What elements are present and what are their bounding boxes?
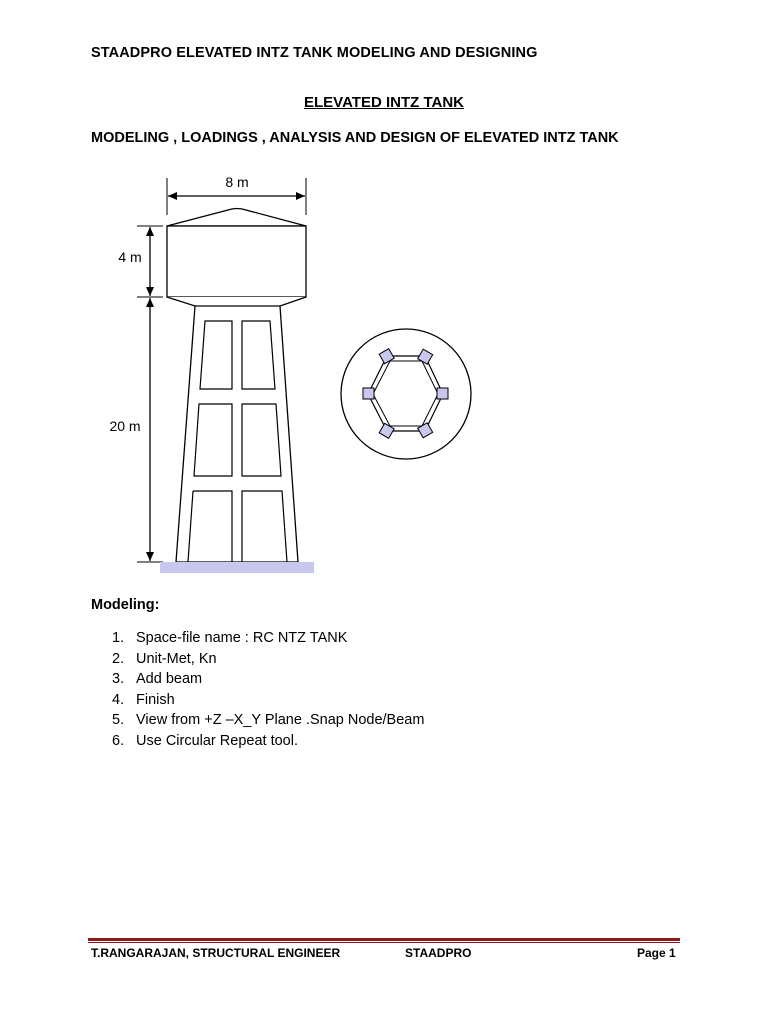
panel-right-top bbox=[242, 321, 275, 389]
modeling-steps bbox=[112, 628, 424, 751]
document-subtitle: MODELING , LOADINGS , ANALYSIS AND DESIGN OF ELEVATED INTZ TANK bbox=[91, 130, 619, 146]
footer-author: T.RANGARAJAN, STRUCTURAL ENGINEER bbox=[91, 946, 341, 960]
plan-column bbox=[363, 388, 374, 399]
page-header: STAADPRO ELEVATED INTZ TANK MODELING AND DESIGNING bbox=[91, 45, 538, 61]
panel-left-top bbox=[200, 321, 232, 389]
footer-rule-thin bbox=[88, 942, 680, 943]
panel-left-bottom-side bbox=[188, 491, 193, 562]
list-item: 5. View from +Z –X_Y Plane .Snap Node/Beam bbox=[112, 712, 425, 728]
footer-rule bbox=[88, 938, 680, 941]
list-item: 1. Space-file name : RC NTZ TANK bbox=[112, 630, 348, 646]
tank-roof bbox=[167, 209, 306, 227]
footer-software: STAADPRO bbox=[405, 946, 472, 960]
list-item: 3. Add beam bbox=[112, 671, 203, 687]
staging-height-label: 20 m bbox=[109, 418, 141, 434]
panel-left-mid bbox=[194, 404, 232, 476]
plan-column bbox=[437, 388, 448, 399]
panel-right-mid bbox=[242, 404, 281, 476]
tank-cylinder bbox=[167, 226, 306, 297]
panel-right-bottom bbox=[242, 491, 287, 562]
panel-left-bottom bbox=[193, 491, 232, 562]
staging-outer bbox=[176, 306, 298, 562]
plan-outer-circle bbox=[341, 329, 471, 459]
tank-bottom-dome bbox=[167, 297, 306, 306]
document-title: ELEVATED INTZ TANK bbox=[304, 94, 464, 111]
list-item: 2. Unit-Met, Kn bbox=[112, 650, 217, 667]
list-item: 4. Finish bbox=[112, 691, 175, 708]
footer-page-number: Page 1 bbox=[637, 946, 676, 960]
list-item: 6. Use Circular Repeat tool. bbox=[112, 732, 298, 749]
width-label: 8 m bbox=[225, 174, 249, 190]
tank-height-label: 4 m bbox=[118, 249, 142, 265]
ground-strip bbox=[160, 562, 314, 573]
modeling-heading: Modeling: bbox=[91, 597, 160, 613]
